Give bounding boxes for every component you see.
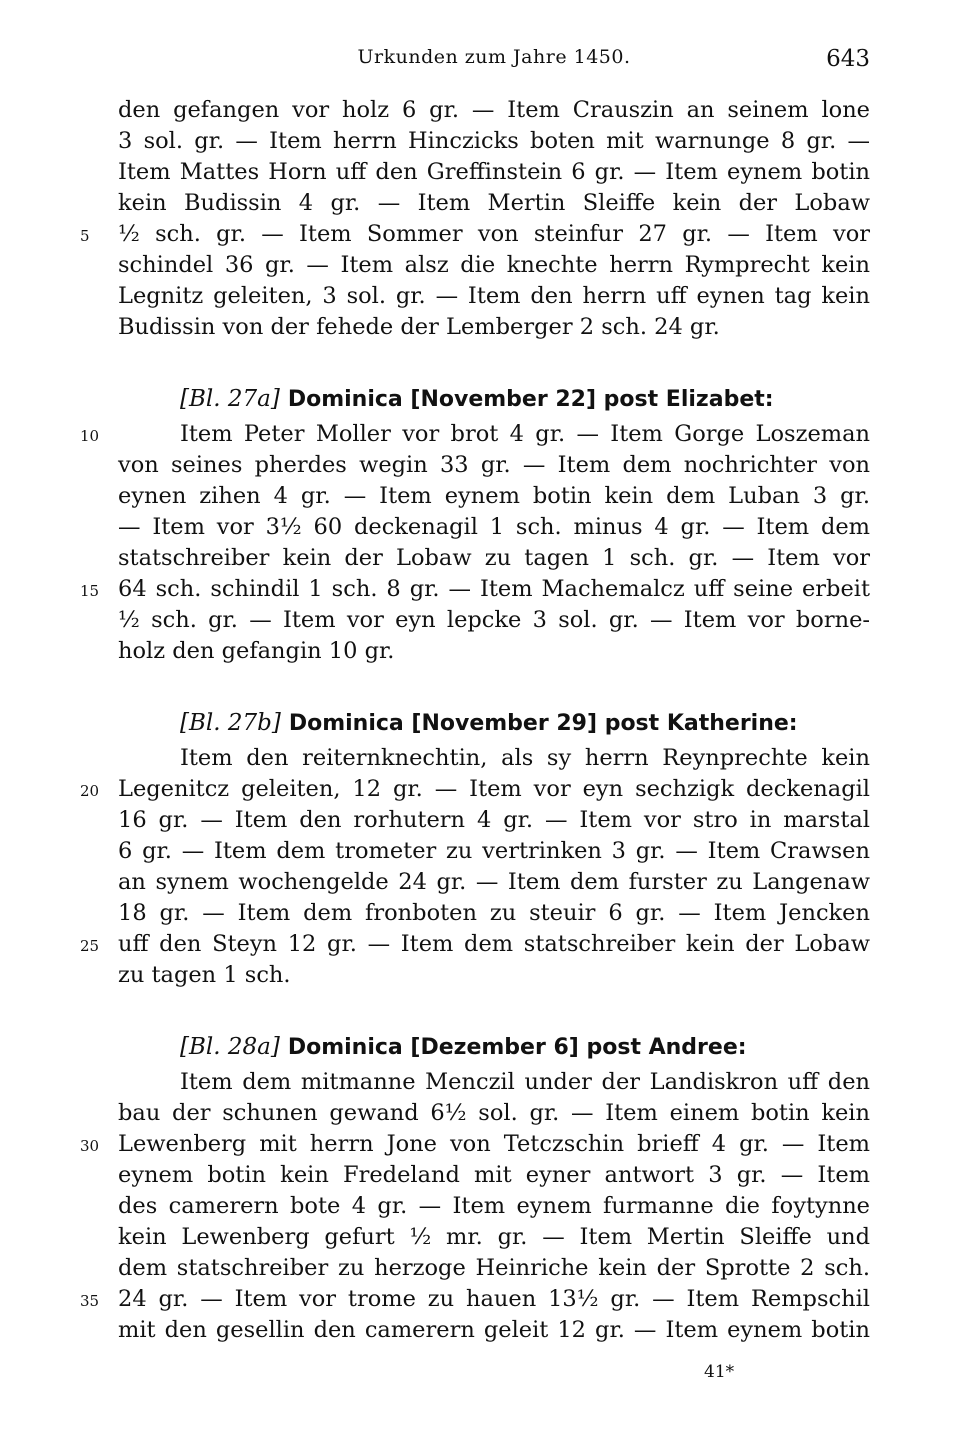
text-line bbox=[118, 1067, 870, 1098]
line-text: dem statschreiber zu herzoge Heinriche kein der Sprotte 2 sch. bbox=[118, 1255, 870, 1281]
line-text: den gefangen vor holz 6 gr. — Item Crauszin an seinem lone bbox=[118, 97, 870, 123]
line-number: 15 bbox=[80, 582, 100, 600]
heading-title: Dominica [November 29] post Katherine: bbox=[288, 711, 798, 736]
text-line bbox=[118, 1253, 870, 1284]
line-text: Item den reiternknechtin, als sy herrn Reynprechte kein bbox=[180, 745, 870, 771]
text-line bbox=[118, 867, 870, 898]
folio-reference: [Bl. 27b] bbox=[180, 710, 281, 736]
section-heading bbox=[118, 1027, 870, 1067]
line-number: 10 bbox=[80, 427, 100, 445]
page-body bbox=[80, 95, 870, 1346]
text-line bbox=[118, 281, 870, 312]
line-text: Legnitz geleiten, 3 sol. gr. — Item den herrn uff eynen tag kein bbox=[118, 283, 870, 309]
line-text: statschreiber kein der Lobaw zu tagen 1 sch. gr. — Item vor bbox=[118, 545, 870, 571]
running-title: Urkunden zum Jahre 1450. bbox=[357, 46, 631, 68]
line-text: schindel 36 gr. — Item alsz die knechte herrn Rymprecht kein bbox=[118, 252, 870, 278]
line-text: kein Lewenberg gefurt ½ mr. gr. — Item Mertin Sleiffe und bbox=[118, 1224, 870, 1250]
line-number: 35 bbox=[80, 1292, 100, 1310]
line-text: eynen zihen 4 gr. — Item eynem botin kein dem Luban 3 gr. bbox=[118, 483, 870, 509]
line-text: des camerern bote 4 gr. — Item eynem furmanne die foytynne bbox=[118, 1193, 870, 1219]
line-text: an synem wochengelde 24 gr. — Item dem furster zu Langenaw bbox=[118, 869, 870, 895]
text-line bbox=[118, 1160, 870, 1191]
line-text: Item dem mitmanne Menczil under der Landiskron uff den bbox=[180, 1069, 870, 1095]
text-line bbox=[118, 126, 870, 157]
text-line bbox=[118, 1222, 870, 1253]
line-text: 18 gr. — Item dem fronboten zu steuir 6 gr. — Item Jencken bbox=[118, 900, 870, 926]
line-text: 64 sch. schindil 1 sch. 8 gr. — Item Machemalcz uff seine erbeit bbox=[118, 576, 870, 602]
text-line bbox=[118, 605, 870, 636]
text-line bbox=[118, 157, 870, 188]
text-line bbox=[80, 219, 870, 250]
line-text: mit den gesellin den camerern geleit 12 gr. — Item eynem botin bbox=[118, 1317, 870, 1343]
section-gap bbox=[118, 667, 870, 703]
line-text: ½ sch. gr. — Item vor eyn lepcke 3 sol. gr. — Item vor borne- bbox=[118, 607, 870, 633]
folio-reference: [Bl. 27a] bbox=[180, 386, 280, 412]
line-text: von seines pherdes wegin 33 gr. — Item dem nochrichter von bbox=[118, 452, 870, 478]
section-gap bbox=[118, 991, 870, 1027]
line-text: eynem botin kein Fredeland mit eyner antwort 3 gr. — Item bbox=[118, 1162, 870, 1188]
section-heading bbox=[118, 379, 870, 419]
text-line bbox=[118, 512, 870, 543]
line-text: 6 gr. — Item dem trometer zu vertrinken 3 gr. — Item Crawsen bbox=[118, 838, 870, 864]
text-line bbox=[118, 805, 870, 836]
text-line bbox=[118, 312, 870, 343]
text-line bbox=[80, 419, 870, 450]
line-text: 24 gr. — Item vor trome zu hauen 13½ gr. — Item Rempschil bbox=[118, 1286, 870, 1312]
text-line bbox=[118, 743, 870, 774]
section-gap bbox=[118, 343, 870, 379]
line-number: 25 bbox=[80, 937, 100, 955]
line-text: — Item vor 3½ 60 deckenagil 1 sch. minus 4 gr. — Item dem bbox=[118, 514, 870, 540]
text-line bbox=[118, 450, 870, 481]
line-text: Budissin von der fehede der Lemberger 2 sch. 24 gr. bbox=[118, 314, 720, 340]
line-text: kein Budissin 4 gr. — Item Mertin Sleiffe kein der Lobaw bbox=[118, 190, 870, 216]
signature-mark: 41* bbox=[704, 1362, 735, 1382]
text-line bbox=[118, 250, 870, 281]
line-text: uff den Steyn 12 gr. — Item dem statschreiber kein der Lobaw bbox=[118, 931, 870, 957]
page-number: 643 bbox=[826, 46, 870, 72]
text-line bbox=[118, 481, 870, 512]
page-header bbox=[118, 46, 870, 78]
line-text: 16 gr. — Item den rorhutern 4 gr. — Item vor stro in marstal bbox=[118, 807, 870, 833]
text-line bbox=[118, 543, 870, 574]
section-heading bbox=[118, 703, 870, 743]
line-text: Item Peter Moller vor brot 4 gr. — Item Gorge Loszeman bbox=[180, 421, 870, 447]
text-line bbox=[118, 1098, 870, 1129]
text-line bbox=[118, 898, 870, 929]
line-text: zu tagen 1 sch. bbox=[118, 962, 291, 988]
text-line bbox=[118, 636, 870, 667]
text-line bbox=[80, 774, 870, 805]
line-text: ½ sch. gr. — Item Sommer von steinfur 27 gr. — Item vor bbox=[118, 221, 870, 247]
line-text: Legenitcz geleiten, 12 gr. — Item vor eyn sechzigk deckenagil bbox=[118, 776, 870, 802]
text-line bbox=[80, 574, 870, 605]
heading-title: Dominica [November 22] post Elizabet: bbox=[287, 387, 774, 412]
text-line bbox=[118, 836, 870, 867]
text-line bbox=[80, 1129, 870, 1160]
line-text: 3 sol. gr. — Item herrn Hinczicks boten mit warnunge 8 gr. — bbox=[118, 128, 870, 154]
text-line bbox=[118, 95, 870, 126]
line-number: 30 bbox=[80, 1137, 100, 1155]
line-text: Lewenberg mit herrn Jone von Tetczschin brieff 4 gr. — Item bbox=[118, 1131, 870, 1157]
text-line bbox=[118, 188, 870, 219]
line-text: bau der schunen gewand 6½ sol. gr. — Item einem botin kein bbox=[118, 1100, 870, 1126]
folio-reference: [Bl. 28a] bbox=[180, 1034, 280, 1060]
text-line bbox=[118, 1191, 870, 1222]
text-line bbox=[118, 1315, 870, 1346]
line-number: 20 bbox=[80, 782, 100, 800]
line-text: holz den gefangin 10 gr. bbox=[118, 638, 395, 664]
text-line bbox=[80, 929, 870, 960]
text-line bbox=[118, 960, 870, 991]
heading-title: Dominica [Dezember 6] post Andree: bbox=[287, 1035, 747, 1060]
text-line bbox=[80, 1284, 870, 1315]
line-number: 5 bbox=[80, 227, 90, 245]
line-text: Item Mattes Horn uff den Greffinstein 6 gr. — Item eynem botin bbox=[118, 159, 870, 185]
